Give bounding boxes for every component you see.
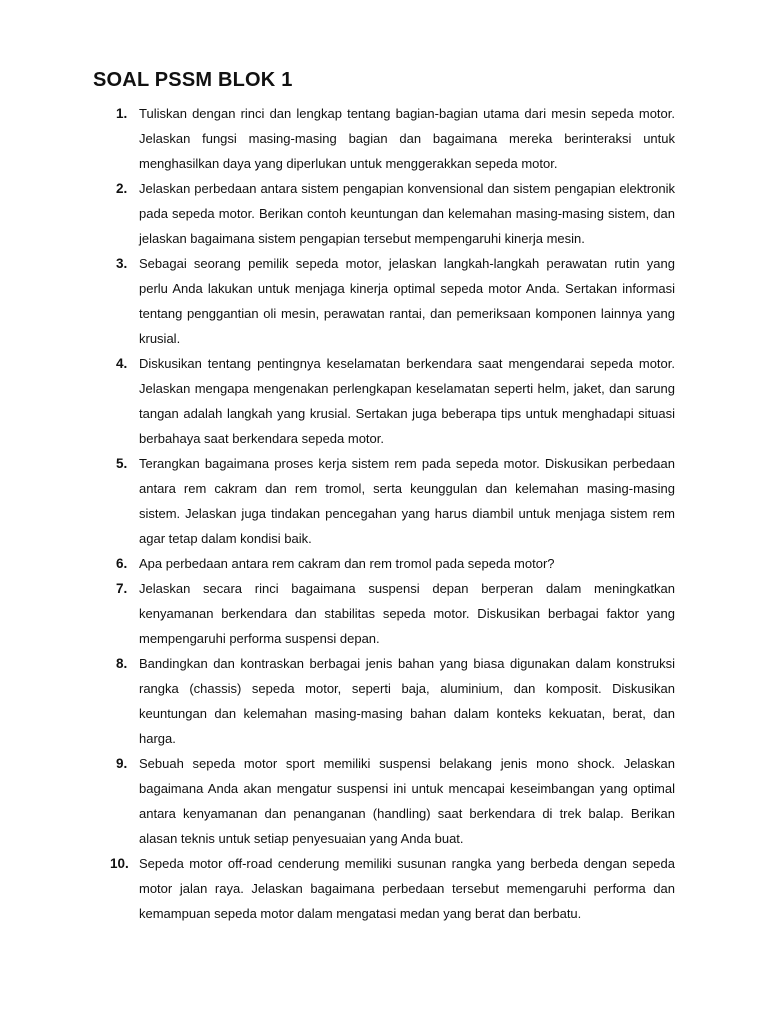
question-number: 1.	[116, 106, 128, 121]
question-text: Sepeda motor off-road cenderung memiliki susunan rangka yang berbeda dengan sepeda motor jalan raya. Jelaskan bagaimana perbedaan tersebut memengaruhi performa dan kemampuan sepeda motor dalam mengatasi medan yang berat dan berbatu.	[139, 856, 675, 921]
question-number: 5.	[116, 456, 128, 471]
question-item	[93, 751, 675, 851]
question-text: Jelaskan perbedaan antara sistem pengapian konvensional dan sistem pengapian elektronik pada sepeda motor. Berikan contoh keuntungan dan kelemahan masing-masing sistem, dan jelaskan bagaimana sistem pengapian tersebut mempengaruhi kinerja mesin.	[139, 181, 675, 246]
question-text: Sebagai seorang pemilik sepeda motor, jelaskan langkah-langkah perawatan rutin yang perlu Anda lakukan untuk menjaga kinerja optimal sepeda motor Anda. Sertakan informasi tentang penggantian oli mesin, perawatan rantai, dan pemeriksaan komponen lainnya yang krusial.	[139, 256, 675, 346]
question-text: Tuliskan dengan rinci dan lengkap tentang bagian-bagian utama dari mesin sepeda motor. Jelaskan fungsi masing-masing bagian dan bagaimana mereka berinteraksi untuk menghasilkan daya yang diperlukan untuk menggerakkan sepeda motor.	[139, 106, 675, 171]
question-text: Bandingkan dan kontraskan berbagai jenis bahan yang biasa digunakan dalam konstruksi rangka (chassis) sepeda motor, seperti baja, aluminium, dan komposit. Diskusikan keuntungan dan kelemahan masing-masing bahan dalam konteks kekuatan, berat, dan harga.	[139, 656, 675, 746]
question-text: Apa perbedaan antara rem cakram dan rem tromol pada sepeda motor?	[139, 556, 555, 571]
question-item	[93, 576, 675, 651]
question-text: Jelaskan secara rinci bagaimana suspensi depan berperan dalam meningkatkan kenyamanan berkendara dan stabilitas sepeda motor. Diskusikan berbagai faktor yang mempengaruhi performa suspensi depan.	[139, 581, 675, 646]
question-item	[93, 651, 675, 751]
question-number: 8.	[116, 656, 128, 671]
question-number: 3.	[116, 256, 128, 271]
question-item	[93, 101, 675, 176]
question-number: 10.	[110, 856, 129, 871]
question-text: Diskusikan tentang pentingnya keselamatan berkendara saat mengendarai sepeda motor. Jelaskan mengapa mengenakan perlengkapan keselamatan seperti helm, jaket, dan sarung tangan adalah langkah yang krusial. Sertakan juga beberapa tips untuk menghadapi situasi berbahaya saat berkendara sepeda motor.	[139, 356, 675, 446]
question-item	[93, 851, 675, 926]
question-text: Terangkan bagaimana proses kerja sistem rem pada sepeda motor. Diskusikan perbedaan antara rem cakram dan rem tromol, serta keunggulan dan kelemahan masing-masing sistem. Jelaskan juga tindakan pencegahan yang harus diambil untuk menjaga sistem rem agar tetap dalam kondisi baik.	[139, 456, 675, 546]
question-list	[93, 101, 675, 926]
question-number: 4.	[116, 356, 128, 371]
question-text: Sebuah sepeda motor sport memiliki suspensi belakang jenis mono shock. Jelaskan bagaimana Anda akan mengatur suspensi ini untuk mencapai keseimbangan yang optimal antara kenyamanan dan penanganan (handling) saat berkendara di trek balap. Berikan alasan teknis untuk setiap penyesuaian yang Anda buat.	[139, 756, 675, 846]
document-title: SOAL PSSM BLOK 1	[93, 69, 293, 91]
question-number: 6.	[116, 556, 128, 571]
question-item	[93, 176, 675, 251]
question-item	[93, 551, 675, 576]
question-number: 2.	[116, 181, 128, 196]
question-number: 9.	[116, 756, 128, 771]
question-item	[93, 451, 675, 551]
question-number: 7.	[116, 581, 128, 596]
question-item	[93, 351, 675, 451]
question-item	[93, 251, 675, 351]
